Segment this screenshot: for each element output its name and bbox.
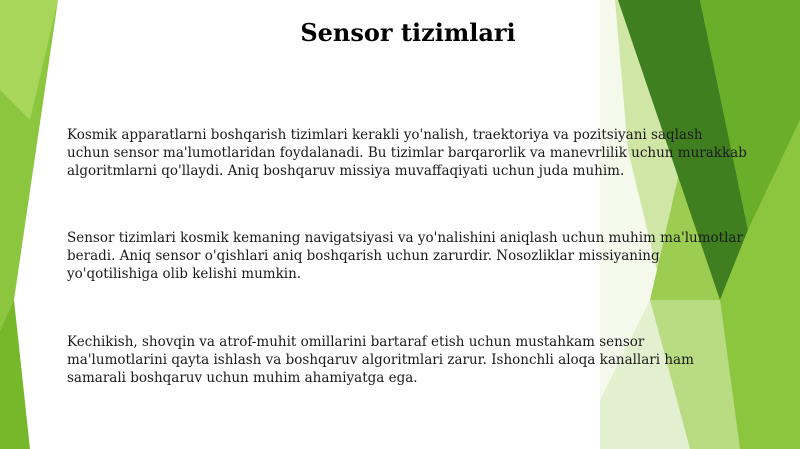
body-paragraph-control-systems: Kosmik apparatlarni boshqarish tizimlari kerakli yo'nalish, traektoriya va pozitsiyani saqlash uchun sensor ma'lumotlaridan foydalanadi. Bu tizimlar barqarorlik va manevrlilik uchun murakkab algoritmlarni qo'llaydi. Aniq boshqaruv missiya muvaffaqiyati uchun juda muhim. — [67, 127, 747, 179]
body-paragraph-robust-processing: Kechikish, shovqin va atrof-muhit omillarini bartaraf etish uchun mustahkam sensor ma'lumotlarini qayta ishlash va boshqaruv algoritmlari zarur. Ishonchli aloqa kanallari ham samarali boshqaruv uchun muhim ahamiyatga ega. — [67, 334, 694, 386]
body-paragraph-navigation: Sensor tizimlari kosmik kemaning navigatsiyasi va yo'nalishini aniqlash uchun muhim ma'lumotlar beradi. Aniq sensor o'qishlari aniq boshqarish uchun zarurdir. Nosozliklar missiyaning yo'qotilishiga olib kelishi mumkin. — [67, 230, 743, 282]
left-lower-facet — [0, 300, 30, 449]
slide-title: Sensor tizimlari — [300, 18, 516, 47]
